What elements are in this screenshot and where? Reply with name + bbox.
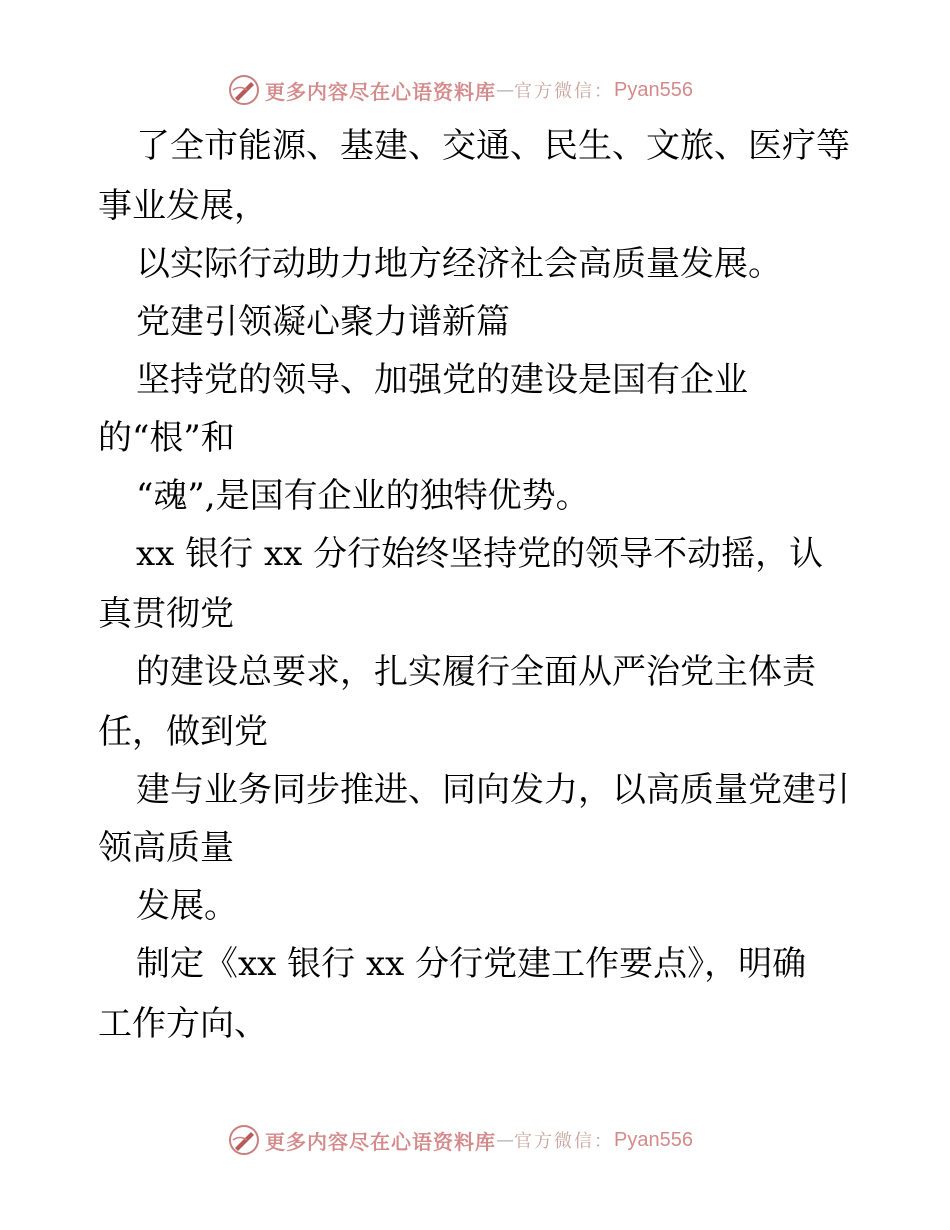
section-heading: 党建引领凝心聚力谱新篇 bbox=[136, 302, 510, 342]
watermark-label: 官方微信： bbox=[514, 81, 615, 102]
body-line: 真贯彻党 bbox=[98, 594, 234, 634]
footer-watermark bbox=[0, 1120, 950, 1160]
body-line: 任，做到党 bbox=[98, 712, 268, 752]
body-line: 以实际行动助力地方经济社会高质量发展。 bbox=[136, 244, 782, 284]
header-watermark bbox=[0, 70, 950, 110]
watermark-main-text: 更多内容尽在心语资料库 bbox=[265, 79, 497, 104]
watermark-main-text: 更多内容尽在心语资料库 bbox=[265, 1129, 497, 1154]
body-line: 坚持党的领导、加强党的建设是国有企业 bbox=[136, 360, 748, 400]
body-line: xx 银行 xx 分行始终坚持党的领导不动摇，认 bbox=[136, 534, 824, 574]
body-line: 了全市能源、基建、交通、民生、文旅、医疗等 bbox=[136, 126, 850, 166]
quill-seal-logo-icon bbox=[227, 1123, 261, 1157]
watermark-wechat-id: Pyan556 bbox=[614, 1128, 693, 1151]
body-line: “魂”,是国有企业的独特优势。 bbox=[136, 476, 590, 516]
body-line: 事业发展， bbox=[98, 186, 268, 226]
body-line: 的建设总要求，扎实履行全面从严治党主体责 bbox=[136, 652, 816, 692]
watermark-dash: — bbox=[496, 79, 515, 101]
body-line: 领高质量 bbox=[98, 828, 234, 868]
body-line: 发展。 bbox=[136, 886, 238, 926]
watermark-dash: — bbox=[496, 1129, 515, 1151]
watermark-label: 官方微信： bbox=[514, 1131, 615, 1152]
body-line: 建与业务同步推进、同向发力，以高质量党建引 bbox=[136, 770, 850, 810]
quill-seal-logo-icon bbox=[227, 73, 261, 107]
body-line: 制定《xx 银行 xx 分行党建工作要点》，明确 bbox=[136, 944, 807, 984]
body-line: 的“根”和 bbox=[98, 418, 235, 458]
watermark-wechat-id: Pyan556 bbox=[614, 78, 693, 101]
body-line: 工作方向、 bbox=[98, 1004, 268, 1044]
